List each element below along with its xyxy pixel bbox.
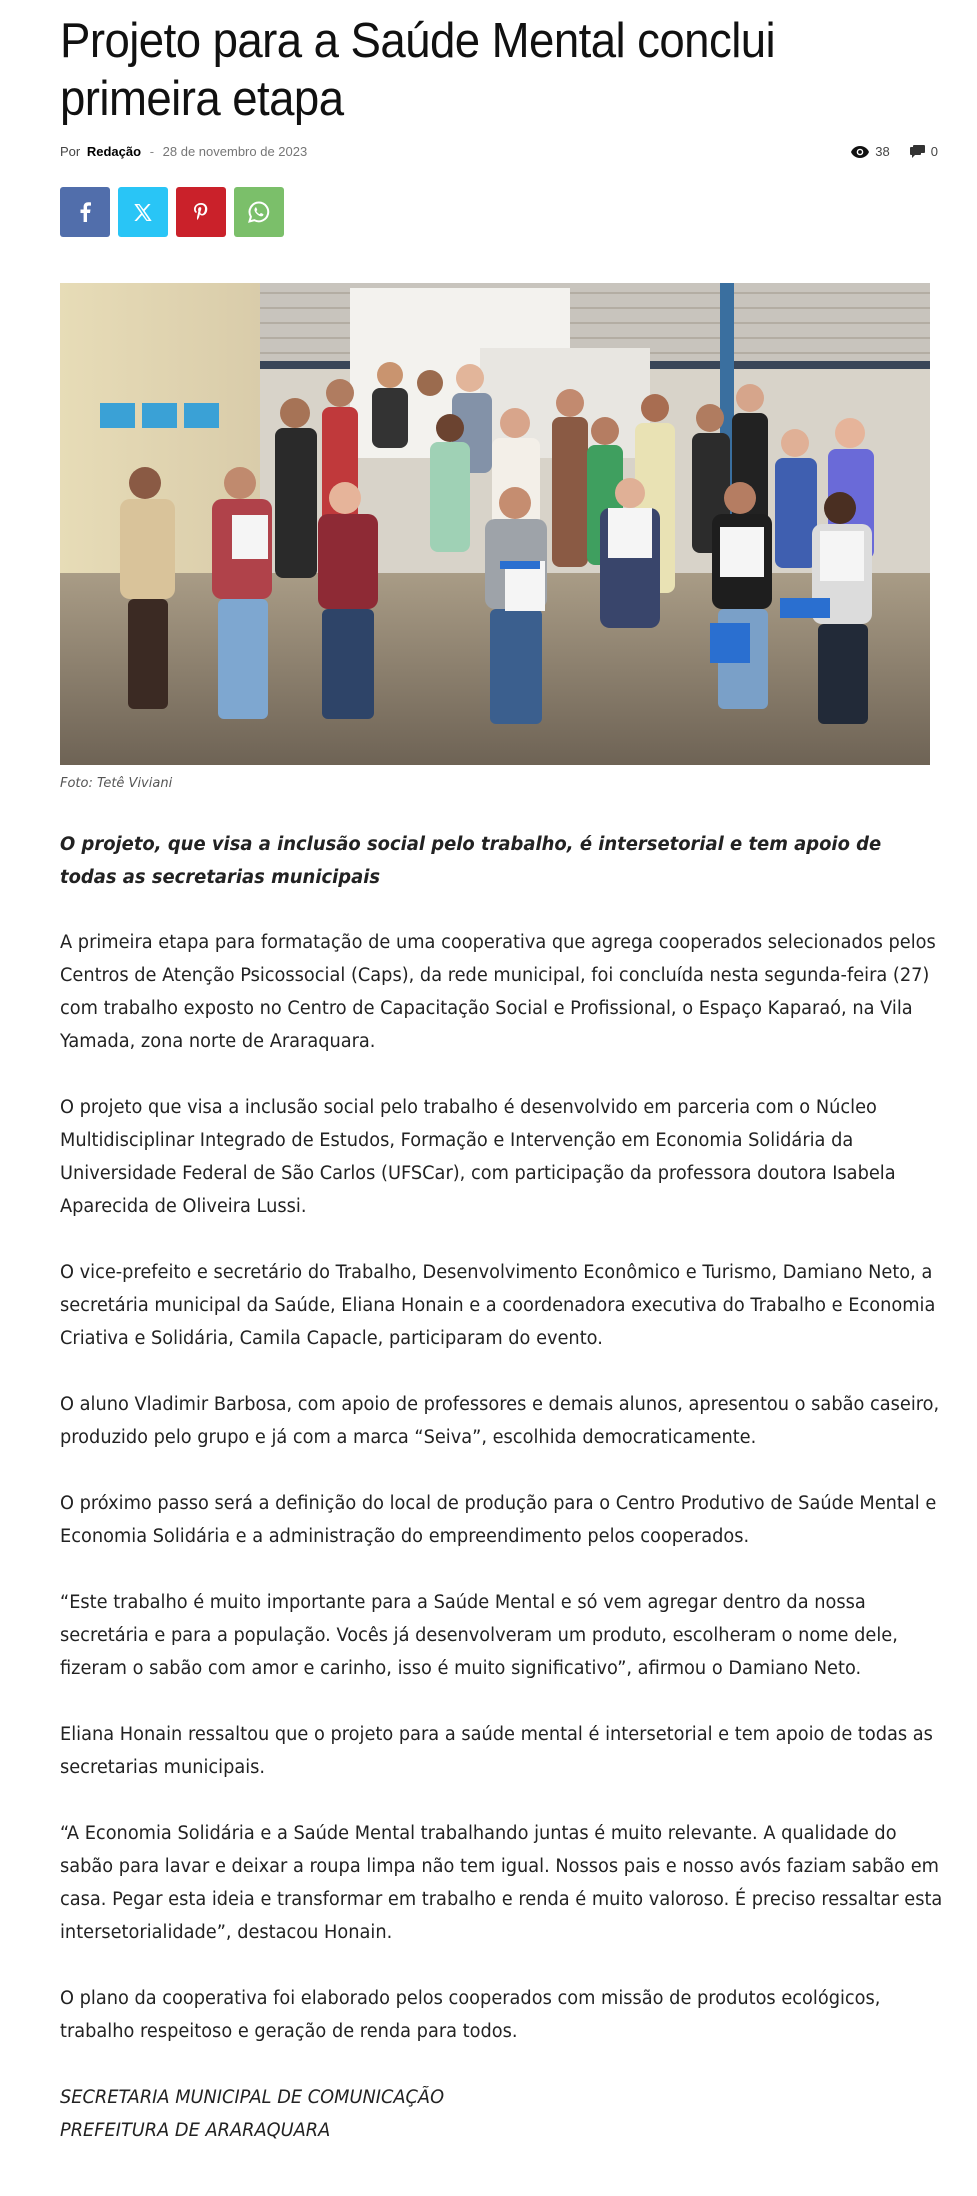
article-stats bbox=[851, 144, 938, 159]
whatsapp-icon bbox=[248, 201, 270, 223]
meta-separator: - bbox=[149, 144, 155, 159]
photo-caption: Foto: Tetê Viviani bbox=[60, 776, 173, 791]
x-twitter-icon bbox=[134, 204, 152, 221]
author-link[interactable]: Redação bbox=[86, 144, 142, 159]
facebook-icon bbox=[79, 202, 91, 222]
signature-line-2: PREFEITURA DE ARARAQUARA bbox=[60, 2120, 331, 2141]
signature bbox=[60, 2081, 948, 2147]
comments-count: 0 bbox=[930, 144, 938, 159]
paragraph: O plano da cooperativa foi elaborado pelos cooperados com missão de produtos ecológicos, trabalho respeitoso e geração de renda para todos. bbox=[60, 1988, 881, 2042]
article-photo bbox=[60, 283, 930, 765]
share-pinterest-button[interactable] bbox=[176, 187, 226, 237]
paragraph: O vice-prefeito e secretário do Trabalho, Desenvolvimento Econômico e Turismo, Damiano Neto, a secretária municipal da Saúde, Eliana Honain e a coordenadora executiva do Trabalho e Economia Criativa e Solidária, Camila Capacle, participaram do evento. bbox=[60, 1262, 936, 1349]
share-buttons bbox=[60, 187, 284, 237]
paragraph: A primeira etapa para formatação de uma cooperativa que agrega cooperados selecionados pelos Centros de Atenção Psicossocial (Caps), da rede municipal, foi concluída nesta segunda-feira (27) com trabalho exposto no Centro de Capacitação Social e Profissional, o Espaço Kaparaó, na Vila Yamada, zona norte de Araraquara. bbox=[60, 932, 936, 1052]
byline-prefix: Por bbox=[60, 144, 81, 159]
paragraph: O aluno Vladimir Barbosa, com apoio de professores e demais alunos, apresentou o sabão caseiro, produzido pelo grupo e já com a marca “Seiva”, escolhida democraticamente. bbox=[60, 1394, 940, 1448]
views-stat bbox=[851, 144, 889, 159]
lead-text: O projeto, que visa a inclusão social pelo trabalho, é intersetorial e tem apoio de todas as secretarias municipais bbox=[60, 834, 882, 888]
group-photo-illustration bbox=[60, 283, 930, 765]
share-x-button[interactable] bbox=[118, 187, 168, 237]
eye-icon bbox=[851, 146, 869, 158]
pinterest-icon bbox=[194, 203, 208, 221]
paragraph: O projeto que visa a inclusão social pelo trabalho é desenvolvido em parceria com o Núcleo Multidisciplinar Integrado de Estudos, Formação e Intervenção em Economia Solidária da Universidade Federal de São Carlos (UFSCar), com participação da professora doutora Isabela Aparecida de Oliveira Lussi. bbox=[60, 1097, 896, 1217]
publish-date: 28 de novembro de 2023 bbox=[162, 144, 308, 159]
comment-icon bbox=[910, 145, 925, 158]
paragraph: “A Economia Solidária e a Saúde Mental trabalhando juntas é muito relevante. A qualidade do sabão para lavar e deixar a roupa limpa não tem igual. Nossos pais e nosso avós faziam sabão em casa. Pegar esta ideia e transformar em trabalho e renda é muito valoroso. É preciso ressaltar esta intersetorialidade”, destacou Honain. bbox=[60, 1823, 943, 1943]
paragraph: O próximo passo será a definição do local de produção para o Centro Produtivo de Saúde Mental e Economia Solidária e a administração do empreendimento pelos cooperados. bbox=[60, 1493, 937, 1547]
share-whatsapp-button[interactable] bbox=[234, 187, 284, 237]
comments-stat[interactable] bbox=[910, 144, 938, 159]
article-title: Projeto para a Saúde Mental conclui primeira etapa bbox=[60, 14, 776, 126]
signature-line-1: SECRETARIA MUNICIPAL DE COMUNICAÇÃO bbox=[60, 2087, 445, 2108]
article-body bbox=[60, 926, 950, 2147]
views-count: 38 bbox=[875, 144, 890, 159]
paragraph: Eliana Honain ressaltou que o projeto para a saúde mental é intersetorial e tem apoio de todas as secretarias municipais. bbox=[60, 1724, 933, 1778]
paragraph: “Este trabalho é muito importante para a Saúde Mental e só vem agregar dentro da nossa secretária e para a população. Vocês já desenvolveram um produto, escolheram o nome dele, fizeram o sabão com amor e carinho, isso é muito significativo”, afirmou o Damiano Neto. bbox=[60, 1592, 898, 1679]
article-lead bbox=[60, 828, 940, 894]
share-facebook-button[interactable] bbox=[60, 187, 110, 237]
article-meta bbox=[60, 144, 938, 164]
